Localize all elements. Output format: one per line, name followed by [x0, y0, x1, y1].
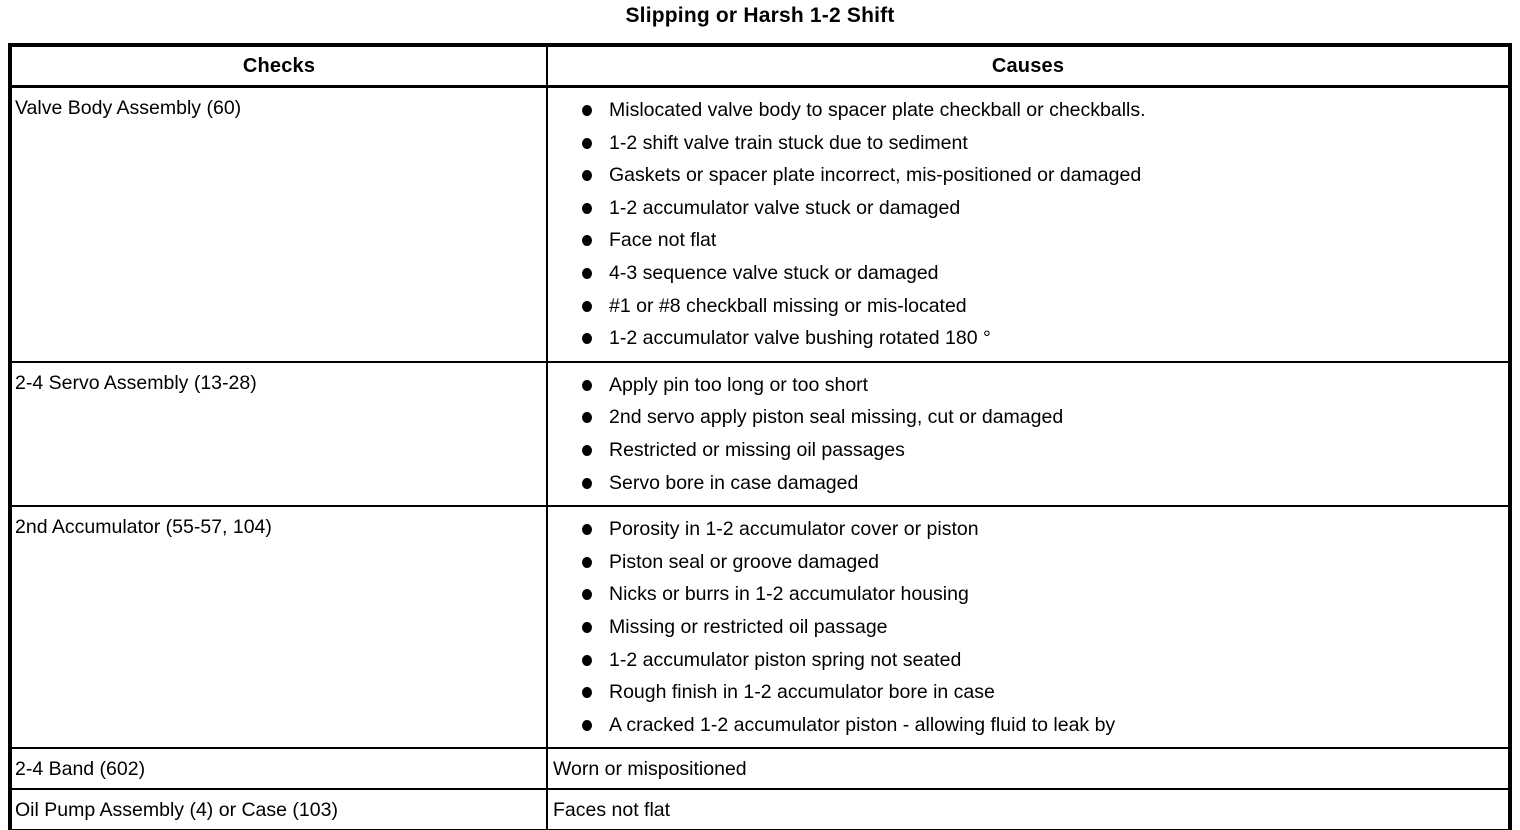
cause-text: A cracked 1-2 accumulator piston - allowing fluid to leak by [609, 713, 1116, 736]
cause-text: #1 or #8 checkball missing or mis-located [609, 294, 967, 317]
table-row [10, 506, 1510, 748]
causes-list [549, 364, 1507, 504]
cause-text: Nicks or burrs in 1-2 accumulator housing [609, 583, 969, 606]
cause-item [549, 434, 1507, 467]
cause-text: Gaskets or spacer plate incorrect, mis-positioned or damaged [609, 164, 1142, 187]
cause-text: Mislocated valve body to spacer plate checkball or checkballs. [609, 99, 1146, 121]
bullet-icon [582, 412, 592, 423]
bullet-icon [582, 557, 592, 568]
cause-item [549, 611, 1507, 644]
check-label: Oil Pump Assembly (4) or Case (103) [10, 789, 547, 830]
bullet-icon [582, 268, 592, 279]
cause-item [549, 224, 1507, 257]
check-label: 2nd Accumulator (55-57, 104) [10, 506, 547, 748]
page-title: Slipping or Harsh 1-2 Shift [625, 4, 895, 27]
cause-item [549, 257, 1507, 290]
cause-text: Rough finish in 1-2 accumulator bore in case [609, 681, 995, 704]
cause-text: 1-2 shift valve train stuck due to sediment [609, 131, 968, 154]
cause-item [549, 578, 1507, 611]
cause-item [549, 369, 1507, 402]
cause-text-plain: Faces not flat [547, 789, 1510, 830]
cause-text: Servo bore in case damaged [609, 471, 859, 494]
bullet-icon [582, 589, 592, 600]
column-header-causes: Causes [547, 45, 1510, 87]
bullet-icon [582, 655, 592, 666]
bullet-icon [582, 445, 592, 456]
cause-text: 1-2 accumulator valve bushing rotated 180 ° [609, 327, 991, 350]
cause-text: Piston seal or groove damaged [609, 550, 879, 573]
diagnosis-table [8, 43, 1512, 830]
cause-text: Restricted or missing oil passages [609, 438, 905, 461]
cause-item [549, 94, 1507, 127]
causes-cell [547, 506, 1510, 748]
cause-text: 1-2 accumulator valve stuck or damaged [609, 196, 961, 219]
table-row [10, 789, 1510, 830]
bullet-icon [582, 687, 592, 698]
cause-text-plain: Worn or mispositioned [547, 748, 1510, 789]
causes-list [549, 508, 1507, 746]
cause-item [549, 546, 1507, 579]
table-row [10, 748, 1510, 789]
cause-item [549, 192, 1507, 225]
cause-text: Face not flat [609, 229, 717, 252]
causes-list [549, 89, 1507, 360]
cause-item [549, 467, 1507, 500]
bullet-icon [582, 105, 592, 116]
cause-text: Missing or restricted oil passage [609, 615, 888, 638]
cause-item [549, 513, 1507, 546]
cause-item [549, 127, 1507, 160]
cause-item [549, 676, 1507, 709]
bullet-icon [582, 203, 592, 214]
cause-text: Apply pin too long or too short [609, 373, 869, 396]
causes-cell [547, 87, 1510, 362]
check-label: 2-4 Band (602) [10, 748, 547, 789]
cause-text: Porosity in 1-2 accumulator cover or piston [609, 518, 979, 541]
cause-item [549, 290, 1507, 323]
column-header-checks: Checks [10, 45, 547, 87]
cause-item [549, 322, 1507, 355]
bullet-icon [582, 138, 592, 149]
bullet-icon [582, 478, 592, 489]
bullet-icon [582, 524, 592, 535]
header-row [10, 45, 1510, 87]
cause-text: 4-3 sequence valve stuck or damaged [609, 261, 939, 284]
check-label: 2-4 Servo Assembly (13-28) [10, 362, 547, 506]
cause-item [549, 401, 1507, 434]
bullet-icon [582, 301, 592, 312]
check-label: Valve Body Assembly (60) [10, 87, 547, 362]
causes-cell [547, 362, 1510, 506]
cause-item [549, 709, 1507, 742]
cause-item [549, 644, 1507, 677]
cause-item [549, 159, 1507, 192]
bullet-icon [582, 235, 592, 246]
bullet-icon [582, 380, 592, 391]
cause-text: 1-2 accumulator piston spring not seated [609, 648, 962, 671]
cause-text: 2nd servo apply piston seal missing, cut or damaged [609, 406, 1064, 429]
table-row [10, 362, 1510, 506]
bullet-icon [582, 333, 592, 344]
bullet-icon [582, 720, 592, 731]
bullet-icon [582, 622, 592, 633]
table-row [10, 87, 1510, 362]
bullet-icon [582, 170, 592, 181]
